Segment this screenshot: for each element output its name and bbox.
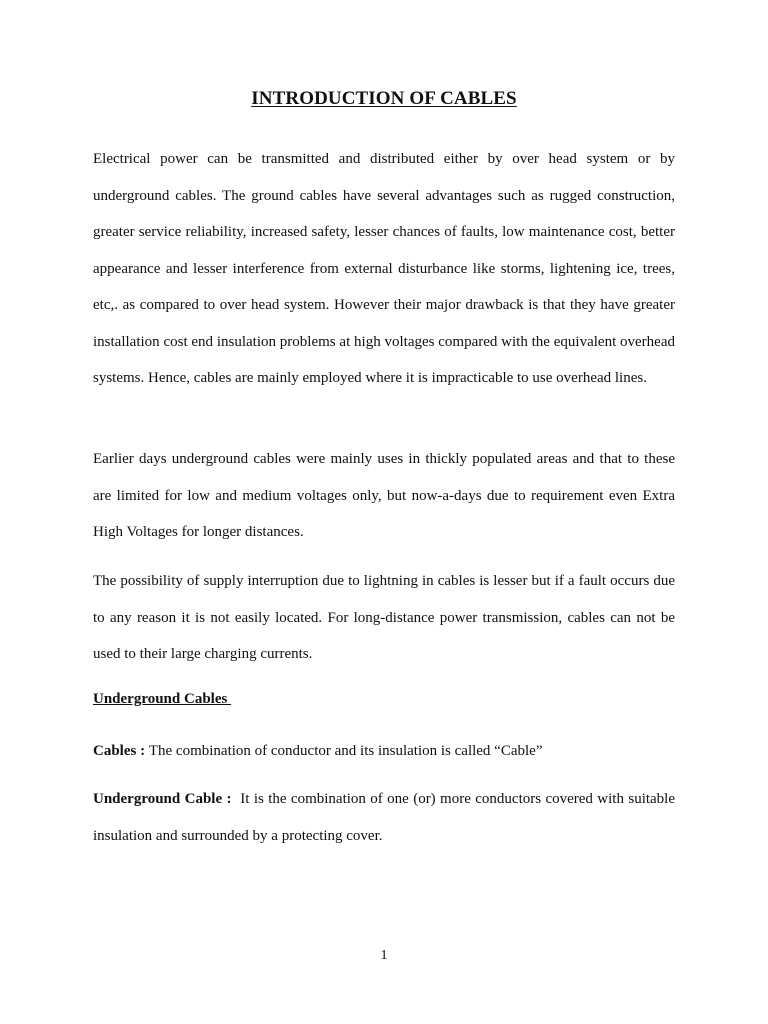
paragraph-earlier-days: Earlier days underground cables were mainly uses in thickly populated areas and that to these are limited for low and medium voltages only, but now-a-days due to requirement even Extra High Voltages for longer distances. [93,451,675,540]
section-heading-underground-cables: Underground Cables [93,691,232,707]
definition-text-cables: The combination of conductor and its insulation is called “Cable” [148,743,543,759]
definition-term-cables: Cables : [93,743,146,759]
definition-term-underground-cable: Underground Cable : [93,791,232,807]
page-title: INTRODUCTION OF CABLES [251,88,517,109]
definition-text-underground-cable: It is the combination of one (or) more conductors covered with suitable insulation and surrounded by a protecting cover. [93,791,676,844]
definition-cables [93,733,675,770]
definition-underground-cable [93,781,675,854]
paragraph-supply-interruption: The possibility of supply interruption due to lightning in cables is lesser but if a fault occurs due to any reason it is not easily located. For long-distance power transmission, cables can not be used to their large charging currents. [93,573,675,662]
page-number: 1 [380,948,388,963]
paragraph-intro: Electrical power can be transmitted and distributed either by over head system or by underground cables. The ground cables have several advantages such as rugged construction, greater service reliability, increased safety, lesser chances of faults, low maintenance cost, better appearance and lesser interference from external disturbance like storms, lightening ice, trees, etc,. as compared to over head system. However their major drawback is that they have greater installation cost end insulation problems at high voltages compared with the equivalent overhead systems. Hence, cables are mainly employed where it is impracticable to use overhead lines. [93,151,675,386]
